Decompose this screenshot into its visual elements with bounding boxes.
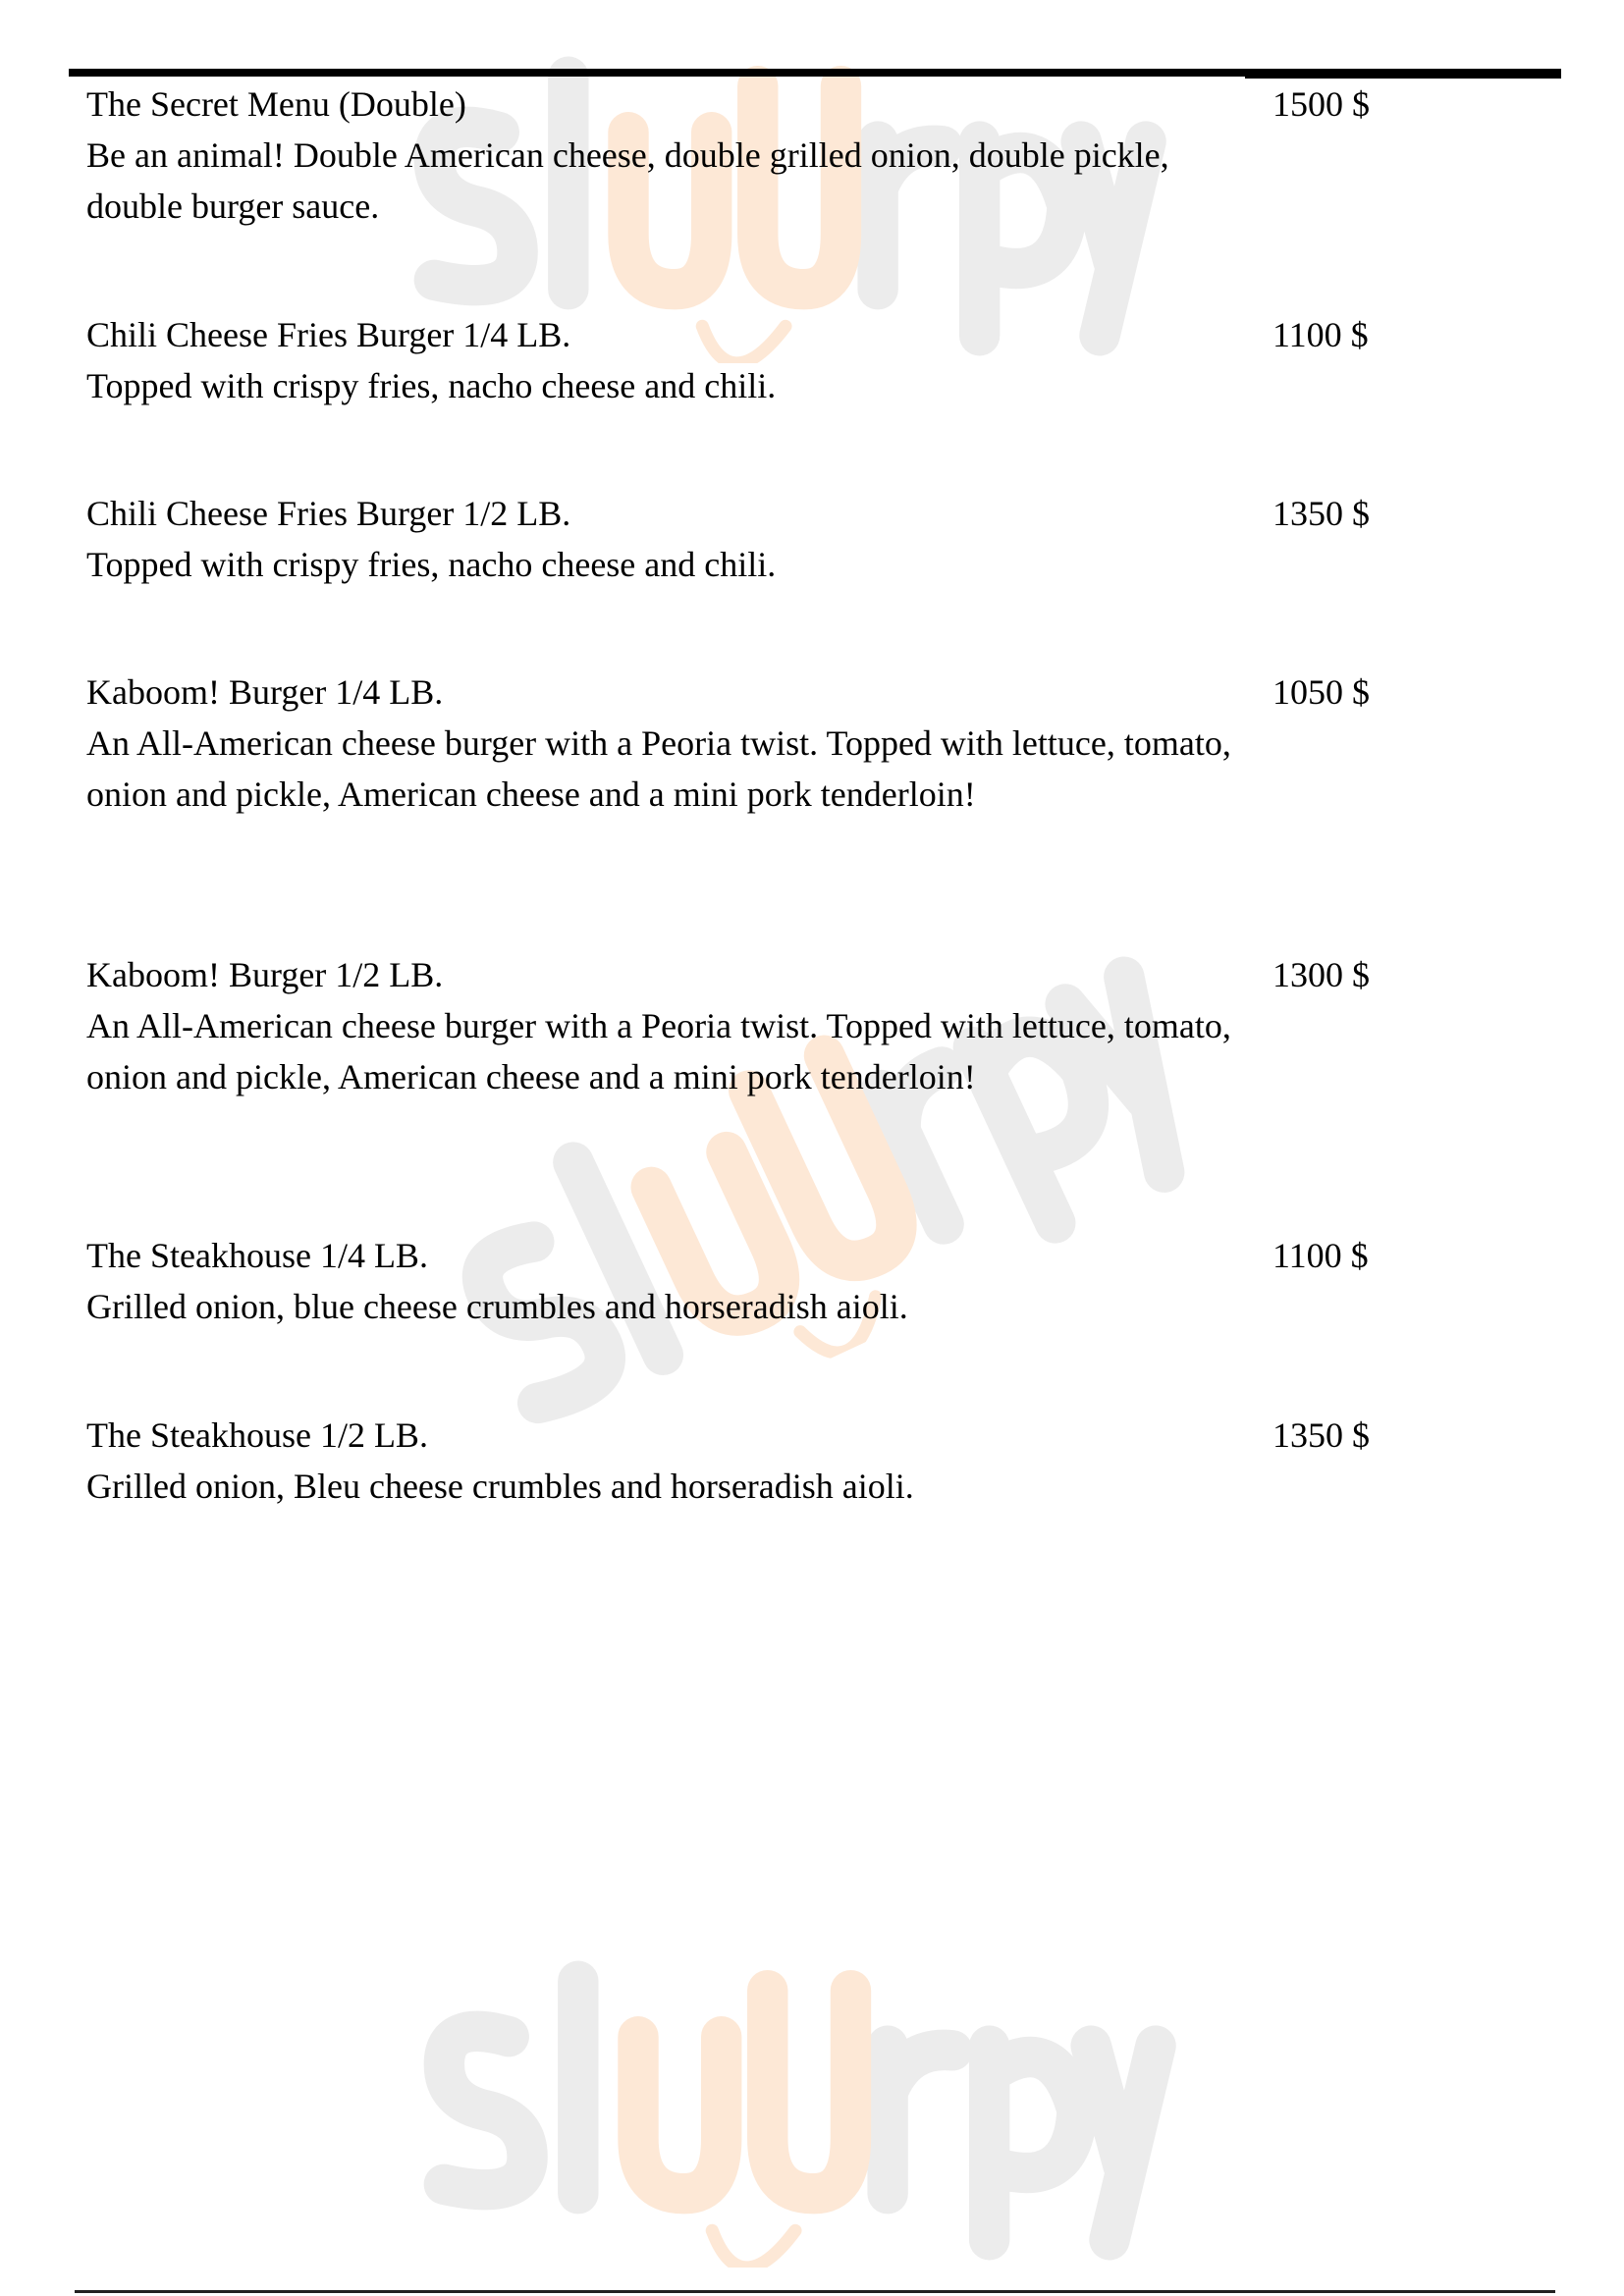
item-name: Chili Cheese Fries Burger 1/2 LB.	[86, 494, 571, 533]
item-description: An All-American cheese burger with a Peoria twist. Topped with lettuce, tomato, onion and pickle, American cheese and a mini pork tenderloin!	[86, 1006, 1231, 1096]
menu-item	[86, 309, 1245, 411]
menu-item	[86, 949, 1245, 1102]
item-description: Be an animal! Double American cheese, double grilled onion, double pickle, double burger sauce.	[86, 135, 1169, 226]
menu-item	[86, 1410, 1245, 1512]
item-price: 1350 $	[1272, 494, 1370, 533]
item-price: 1500 $	[1272, 84, 1370, 124]
item-price: 1350 $	[1272, 1415, 1370, 1455]
item-name: The Steakhouse 1/4 LB.	[86, 1236, 428, 1275]
bottom-rule	[75, 2290, 1555, 2293]
item-description: Grilled onion, blue cheese crumbles and horseradish aioli.	[86, 1287, 908, 1326]
item-name: Kaboom! Burger 1/2 LB.	[86, 955, 444, 994]
item-name: Kaboom! Burger 1/4 LB.	[86, 672, 444, 712]
item-name: Chili Cheese Fries Burger 1/4 LB.	[86, 315, 571, 354]
top-rule-price-column	[1245, 69, 1561, 79]
item-price: 1300 $	[1272, 955, 1370, 994]
menu-item	[86, 667, 1245, 820]
item-price: 1050 $	[1272, 672, 1370, 712]
item-price: 1100 $	[1272, 315, 1369, 354]
watermark-logo	[403, 1953, 1188, 2268]
item-name: The Steakhouse 1/2 LB.	[86, 1415, 428, 1455]
item-name: The Secret Menu (Double)	[86, 84, 466, 124]
item-description: Topped with crispy fries, nacho cheese and chili.	[86, 366, 777, 405]
item-description: Topped with crispy fries, nacho cheese and chili.	[86, 545, 777, 584]
menu-item	[86, 79, 1245, 232]
item-description: An All-American cheese burger with a Peoria twist. Topped with lettuce, tomato, onion and pickle, American cheese and a mini pork tenderloin!	[86, 723, 1231, 814]
menu-item	[86, 1230, 1245, 1332]
menu-item	[86, 488, 1245, 590]
item-description: Grilled onion, Bleu cheese crumbles and horseradish aioli.	[86, 1467, 914, 1506]
item-price: 1100 $	[1272, 1236, 1369, 1275]
